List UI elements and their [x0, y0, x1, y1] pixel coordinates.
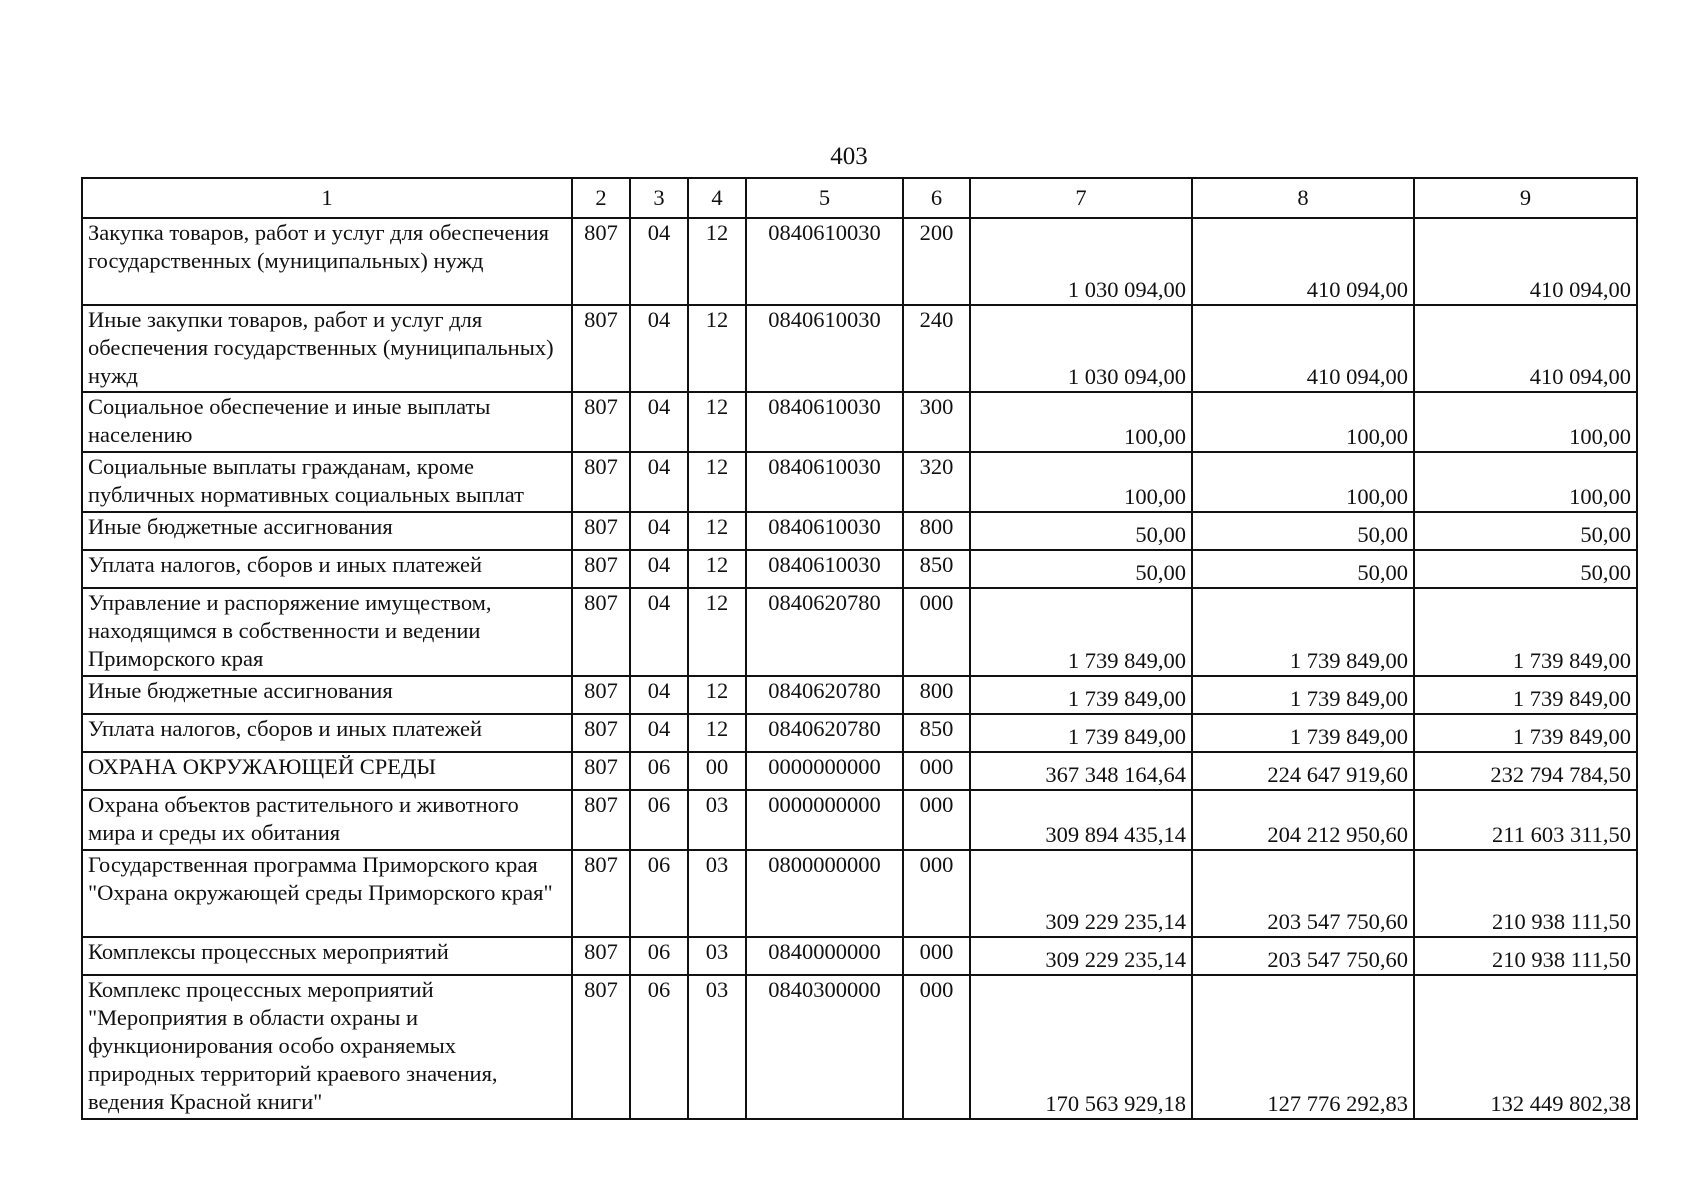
amount-cell-col9: 100,00 [1414, 452, 1637, 512]
ministry-code-cell: 807 [572, 850, 630, 937]
target-item-code-cell: 0840000000 [746, 937, 903, 975]
table-row [82, 550, 1637, 588]
section-code-cell: 04 [630, 676, 688, 714]
amount-cell-col7: 309 229 235,14 [970, 937, 1192, 975]
table-row [82, 975, 1637, 1119]
table-row [82, 588, 1637, 676]
expense-type-code-cell: 000 [903, 790, 970, 850]
page-number: 403 [830, 143, 868, 170]
amount-cell-col8: 224 647 919,60 [1192, 752, 1414, 790]
ministry-code-cell: 807 [572, 714, 630, 752]
column-header: 7 [970, 178, 1192, 218]
amount-cell-col7: 309 894 435,14 [970, 790, 1192, 850]
ministry-code-cell: 807 [572, 452, 630, 512]
expense-type-code-cell: 850 [903, 550, 970, 588]
amount-cell-col8: 50,00 [1192, 512, 1414, 550]
target-item-code-cell: 0840620780 [746, 588, 903, 676]
amount-cell-col8: 203 547 750,60 [1192, 937, 1414, 975]
amount-cell-col8: 100,00 [1192, 392, 1414, 452]
ministry-code-cell: 807 [572, 937, 630, 975]
section-code-cell: 04 [630, 550, 688, 588]
table-row [82, 790, 1637, 850]
expense-type-code-cell: 000 [903, 937, 970, 975]
subsection-code-cell: 00 [688, 752, 746, 790]
amount-cell-col7: 1 739 849,00 [970, 676, 1192, 714]
table-row [82, 452, 1637, 512]
column-header: 9 [1414, 178, 1637, 218]
amount-cell-col9: 410 094,00 [1414, 305, 1637, 392]
column-header: 1 [82, 178, 572, 218]
amount-cell-col8: 1 739 849,00 [1192, 714, 1414, 752]
column-header: 6 [903, 178, 970, 218]
expense-type-code-cell: 300 [903, 392, 970, 452]
amount-cell-col7: 100,00 [970, 452, 1192, 512]
amount-cell-col9: 232 794 784,50 [1414, 752, 1637, 790]
item-name-cell: Социальные выплаты гражданам, кроме публичных нормативных социальных выплат [82, 452, 572, 512]
budget-table [81, 177, 1638, 1120]
subsection-code-cell: 12 [688, 550, 746, 588]
amount-cell-col9: 100,00 [1414, 392, 1637, 452]
section-code-cell: 06 [630, 850, 688, 937]
amount-cell-col7: 1 030 094,00 [970, 305, 1192, 392]
amount-cell-col7: 170 563 929,18 [970, 975, 1192, 1119]
amount-cell-col7: 367 348 164,64 [970, 752, 1192, 790]
section-code-cell: 04 [630, 714, 688, 752]
item-name-cell: Государственная программа Приморского края "Охрана окружающей среды Приморского края" [82, 850, 572, 937]
amount-cell-col8: 410 094,00 [1192, 218, 1414, 305]
amount-cell-col9: 211 603 311,50 [1414, 790, 1637, 850]
item-name-cell: Закупка товаров, работ и услуг для обеспечения государственных (муниципальных) нужд [82, 218, 572, 305]
table-row [82, 676, 1637, 714]
subsection-code-cell: 12 [688, 676, 746, 714]
table-row [82, 714, 1637, 752]
amount-cell-col9: 1 739 849,00 [1414, 714, 1637, 752]
amount-cell-col8: 100,00 [1192, 452, 1414, 512]
table-row [82, 218, 1637, 305]
subsection-code-cell: 03 [688, 937, 746, 975]
expense-type-code-cell: 800 [903, 676, 970, 714]
ministry-code-cell: 807 [572, 305, 630, 392]
ministry-code-cell: 807 [572, 975, 630, 1119]
subsection-code-cell: 12 [688, 305, 746, 392]
target-item-code-cell: 0840620780 [746, 676, 903, 714]
section-code-cell: 04 [630, 305, 688, 392]
item-name-cell: Комплекс процессных мероприятий "Мероприятия в области охраны и функционирования особо охраняемых природных территорий краевого значения, ведения Красной книги" [82, 975, 572, 1119]
target-item-code-cell: 0840610030 [746, 512, 903, 550]
table-row [82, 937, 1637, 975]
amount-cell-col7: 1 739 849,00 [970, 714, 1192, 752]
ministry-code-cell: 807 [572, 392, 630, 452]
target-item-code-cell: 0000000000 [746, 752, 903, 790]
expense-type-code-cell: 000 [903, 850, 970, 937]
subsection-code-cell: 03 [688, 850, 746, 937]
section-code-cell: 06 [630, 790, 688, 850]
target-item-code-cell: 0840300000 [746, 975, 903, 1119]
section-code-cell: 04 [630, 588, 688, 676]
ministry-code-cell: 807 [572, 790, 630, 850]
section-code-cell: 06 [630, 752, 688, 790]
ministry-code-cell: 807 [572, 676, 630, 714]
column-header: 3 [630, 178, 688, 218]
column-header: 2 [572, 178, 630, 218]
ministry-code-cell: 807 [572, 588, 630, 676]
table-row [82, 752, 1637, 790]
amount-cell-col9: 210 938 111,50 [1414, 937, 1637, 975]
column-header: 5 [746, 178, 903, 218]
amount-cell-col8: 127 776 292,83 [1192, 975, 1414, 1119]
section-code-cell: 04 [630, 512, 688, 550]
target-item-code-cell: 0840610030 [746, 305, 903, 392]
expense-type-code-cell: 800 [903, 512, 970, 550]
amount-cell-col7: 50,00 [970, 550, 1192, 588]
expense-type-code-cell: 000 [903, 588, 970, 676]
section-code-cell: 04 [630, 452, 688, 512]
section-code-cell: 04 [630, 218, 688, 305]
item-name-cell: Иные закупки товаров, работ и услуг для обеспечения государственных (муниципальных) нужд [82, 305, 572, 392]
amount-cell-col7: 309 229 235,14 [970, 850, 1192, 937]
amount-cell-col9: 410 094,00 [1414, 218, 1637, 305]
amount-cell-col8: 203 547 750,60 [1192, 850, 1414, 937]
section-code-cell: 06 [630, 937, 688, 975]
amount-cell-col9: 1 739 849,00 [1414, 588, 1637, 676]
subsection-code-cell: 03 [688, 790, 746, 850]
item-name-cell: ОХРАНА ОКРУЖАЮЩЕЙ СРЕДЫ [82, 752, 572, 790]
amount-cell-col8: 204 212 950,60 [1192, 790, 1414, 850]
item-name-cell: Социальное обеспечение и иные выплаты населению [82, 392, 572, 452]
amount-cell-col9: 1 739 849,00 [1414, 676, 1637, 714]
subsection-code-cell: 12 [688, 392, 746, 452]
amount-cell-col9: 210 938 111,50 [1414, 850, 1637, 937]
amount-cell-col8: 1 739 849,00 [1192, 588, 1414, 676]
item-name-cell: Уплата налогов, сборов и иных платежей [82, 714, 572, 752]
expense-type-code-cell: 200 [903, 218, 970, 305]
target-item-code-cell: 0840610030 [746, 550, 903, 588]
subsection-code-cell: 12 [688, 218, 746, 305]
expense-type-code-cell: 320 [903, 452, 970, 512]
amount-cell-col7: 1 739 849,00 [970, 588, 1192, 676]
subsection-code-cell: 12 [688, 452, 746, 512]
expense-type-code-cell: 240 [903, 305, 970, 392]
table-row [82, 850, 1637, 937]
section-code-cell: 06 [630, 975, 688, 1119]
amount-cell-col7: 100,00 [970, 392, 1192, 452]
subsection-code-cell: 12 [688, 512, 746, 550]
expense-type-code-cell: 000 [903, 975, 970, 1119]
item-name-cell: Уплата налогов, сборов и иных платежей [82, 550, 572, 588]
ministry-code-cell: 807 [572, 512, 630, 550]
ministry-code-cell: 807 [572, 752, 630, 790]
amount-cell-col7: 1 030 094,00 [970, 218, 1192, 305]
amount-cell-col9: 50,00 [1414, 550, 1637, 588]
target-item-code-cell: 0800000000 [746, 850, 903, 937]
amount-cell-col8: 1 739 849,00 [1192, 676, 1414, 714]
item-name-cell: Управление и распоряжение имуществом, находящимся в собственности и ведении Приморского края [82, 588, 572, 676]
subsection-code-cell: 12 [688, 588, 746, 676]
ministry-code-cell: 807 [572, 218, 630, 305]
section-code-cell: 04 [630, 392, 688, 452]
amount-cell-col8: 410 094,00 [1192, 305, 1414, 392]
column-header: 8 [1192, 178, 1414, 218]
amount-cell-col8: 50,00 [1192, 550, 1414, 588]
column-number-row [82, 178, 1637, 218]
target-item-code-cell: 0000000000 [746, 790, 903, 850]
target-item-code-cell: 0840610030 [746, 392, 903, 452]
amount-cell-col7: 50,00 [970, 512, 1192, 550]
target-item-code-cell: 0840610030 [746, 218, 903, 305]
item-name-cell: Охрана объектов растительного и животного мира и среды их обитания [82, 790, 572, 850]
subsection-code-cell: 03 [688, 975, 746, 1119]
target-item-code-cell: 0840620780 [746, 714, 903, 752]
amount-cell-col9: 50,00 [1414, 512, 1637, 550]
item-name-cell: Комплексы процессных мероприятий [82, 937, 572, 975]
table-row [82, 305, 1637, 392]
target-item-code-cell: 0840610030 [746, 452, 903, 512]
table-row [82, 512, 1637, 550]
ministry-code-cell: 807 [572, 550, 630, 588]
item-name-cell: Иные бюджетные ассигнования [82, 676, 572, 714]
subsection-code-cell: 12 [688, 714, 746, 752]
expense-type-code-cell: 000 [903, 752, 970, 790]
expense-type-code-cell: 850 [903, 714, 970, 752]
item-name-cell: Иные бюджетные ассигнования [82, 512, 572, 550]
column-header: 4 [688, 178, 746, 218]
table-row [82, 392, 1637, 452]
amount-cell-col9: 132 449 802,38 [1414, 975, 1637, 1119]
